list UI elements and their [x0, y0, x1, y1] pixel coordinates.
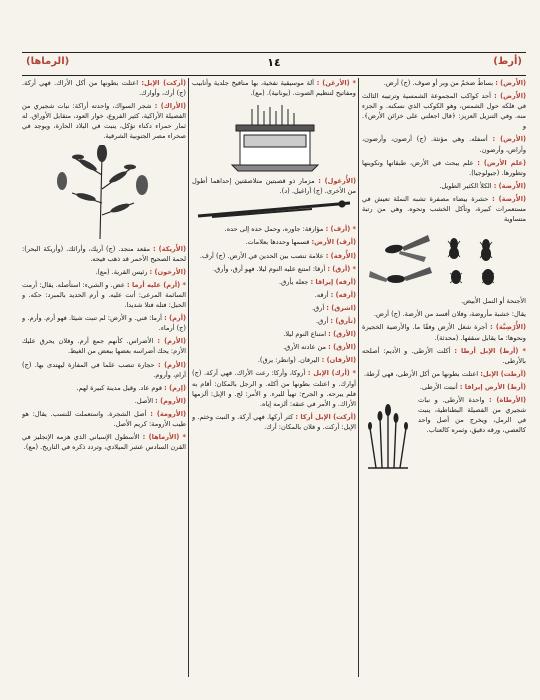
- definition: حشرة بيضاء مصفرة تشبه النملة تعيش في مستعمرات كبيرة، وتأكل الخشب ونحوه. وهي من رتبة متساوية: [362, 194, 526, 224]
- definition: يقال: خشبة مأروضة، وفلان أفسد من الأرضة. (ج) أرض.: [373, 310, 526, 319]
- arak-plant-illustration: [22, 145, 186, 241]
- definition: الكلأ الكثير الطويل.: [439, 181, 492, 190]
- definition: عض. و الشيء: استأصله. يقال: أرمت السائمة المرعى: أتت عليه. و أرم الحديد بالمبرد: حكه. و الحبل: فتله فتلا شديدا.: [22, 280, 186, 310]
- entry: [362, 322, 526, 342]
- definition: أسفله. وهي مؤنثة. (ج) أرضون، وأرضون، وأراض، وأرضون.: [362, 135, 526, 154]
- headword: (الأراك) :: [154, 102, 186, 111]
- entry: [362, 134, 526, 154]
- termite-illustration: [362, 227, 526, 293]
- definition: أرقه.: [314, 290, 329, 299]
- headword: (الأرقان) :: [321, 356, 356, 365]
- entry: [22, 396, 186, 406]
- entry: [362, 78, 526, 88]
- definition: أحد كواكب المجموعة الشمسية وترتيبه الثالث في فلكه حول الشمس، وهو الكوكب الذي نسكنه. و الجزء منه. وفي التنزيل العزيز: ﴿قال اجعلني على خزائن الأرض﴾. و: [362, 92, 526, 131]
- entry: [192, 412, 356, 432]
- headword: (الأرض) :: [492, 135, 526, 144]
- entry: [192, 224, 356, 234]
- definition: علم يبحث في الأرض، طبقاتها وتكوينها وتطورها. (جيولوجيا).: [362, 158, 526, 177]
- dictionary-page: [22, 52, 526, 677]
- definition: اعتلت بطونها من أكل الأرطى، فهي آرطة.: [363, 369, 479, 378]
- entry: [362, 194, 526, 224]
- definition: الأصل.: [134, 396, 154, 405]
- headword: (الأَرضة) :: [493, 181, 526, 190]
- entry: [22, 101, 186, 141]
- entry: [22, 409, 186, 429]
- middle-column: [192, 78, 356, 677]
- headword: (أرف) الأرض:: [311, 238, 356, 247]
- definition: قسمها وحددها بعلامات.: [245, 238, 310, 247]
- definition: جعله يأرق.: [279, 277, 309, 286]
- definition: الأجنحة أو النمل الأبيض.: [461, 297, 526, 306]
- headword: * (الأرغن) :: [316, 79, 356, 87]
- column-divider: [188, 78, 189, 677]
- entry: [192, 303, 356, 313]
- entry: [362, 181, 526, 191]
- definition: مؤارفة: جاوره، وحمل حده إلى حده.: [224, 225, 324, 234]
- headword: (الأرق) :: [328, 343, 356, 352]
- page-number: ١٤: [267, 56, 281, 69]
- headword: (الأَرضة) :: [492, 194, 526, 203]
- entry: [192, 290, 356, 300]
- definition: أرقا: امتنع عليه النوم ليلا. فهو أرق، وأرق.: [213, 264, 326, 273]
- entry: [362, 91, 526, 131]
- headword: * (أرم) عليه أرما :: [126, 280, 186, 289]
- headword: (علم الأرض) :: [477, 158, 526, 167]
- entry: [192, 316, 356, 326]
- headword: (الأرخون) :: [149, 267, 186, 276]
- headword: (الأرم) :: [157, 337, 186, 346]
- headword: * (أرط) الإبل أرطا :: [454, 346, 526, 355]
- column-divider: [358, 78, 359, 677]
- entry: [192, 342, 356, 352]
- definition: أرق.: [311, 303, 325, 312]
- headword: (أرم) :: [164, 314, 186, 323]
- entry: [362, 346, 526, 366]
- definition: شجر السواك، واحدته أراكة: نبات شجيري من الفصيلة الأراكية، كثير الفروع، خوار العود، متقابل الأوراق. له ثمار حمراء دكناء تؤكل، ينبت في البلاد الحارة، ويوجد في صحراء مصر الجنوبية الشرقية.: [22, 102, 186, 141]
- entry: [22, 383, 186, 393]
- right-column: [362, 78, 526, 677]
- headword: (الأرطاة) :: [489, 395, 526, 404]
- headword: (تأرق) :: [330, 317, 356, 326]
- headword: (أركت) الإبل:: [141, 79, 186, 87]
- entry: [362, 382, 526, 392]
- definition: مزمار ذو قصبتين متلاصقتين إحداهما أطول من الأخرى. (ج) أراغيل. (د).: [192, 177, 356, 196]
- headword: (الأرومة) :: [150, 409, 186, 418]
- entry: [192, 251, 356, 261]
- headword: (الأُرغول) :: [318, 177, 356, 186]
- page-header: [22, 52, 526, 76]
- headword: (الأَريكة) :: [152, 244, 186, 253]
- definition: أكلت الأرطى. و الأديم: أصلحه بالأرطى.: [362, 346, 526, 365]
- definition: الأسطول الإسباني الذي هزمه الإنجليز في القرن السادس عشر الميلادي، وتردد ذكره في التاريخ. (مع).: [22, 433, 186, 452]
- entry: [22, 336, 186, 356]
- headword: * (أرق) :: [327, 264, 356, 273]
- entry: [22, 313, 186, 333]
- entry: [192, 355, 356, 365]
- entry: [362, 369, 526, 379]
- arghul-illustration: [192, 199, 356, 221]
- entry: [362, 309, 526, 319]
- entry: [362, 296, 526, 306]
- definition: من عادته الأرق.: [283, 343, 327, 352]
- definition: آلة موسيقية نفخية، بها منافيخ جلدية وأنابيب ومفاتيح لتنظيم الصوت. (يونانية). (مع).: [192, 79, 356, 98]
- definition: أصل الشجرة. واستعملت للنسب. يقال: هو طيب الأرومة: كريم الأصل.: [22, 409, 186, 428]
- header-left-word: (الرماها): [26, 56, 70, 67]
- organ-illustration: [192, 101, 356, 173]
- definition: مقعد منجد. (ج) أريك، وأرائك. (وأريكة البحر): لحمة الصحيح الأحمر قد ذهب فيحه.: [22, 244, 186, 263]
- entry: [192, 368, 356, 408]
- left-column: [22, 78, 186, 677]
- entry: [192, 329, 356, 339]
- headword: * (أرك) الإبل :: [307, 369, 356, 378]
- headword: (أركت) الإبل أركا :: [295, 412, 356, 421]
- entry: [192, 264, 356, 274]
- headword: (آرطت) الإبل:: [480, 369, 526, 378]
- headword: (الأرق) :: [328, 330, 356, 339]
- entry: [192, 176, 356, 196]
- entry: [22, 280, 186, 310]
- entry: [362, 158, 526, 178]
- entry: [192, 277, 356, 287]
- headword: * (الأرماها) :: [142, 433, 186, 442]
- definition: أرق.: [316, 317, 329, 326]
- headword: (الأَرض) :: [495, 79, 526, 87]
- definition: الأضراس. كأنهم جمع أرم. وفلان يحرق عليك الأرم: يحك أضراسه بعضها ببعض من الغيظ.: [22, 337, 186, 356]
- definition: بساطٌ ضخمٌ من وبر أو صوف. (ج) أرض.: [383, 79, 494, 87]
- headword: (اشرق) :: [326, 303, 356, 312]
- entry: [22, 267, 186, 277]
- definition: حجارة تنصب علما في المفازة ليهتدى بها. (ج) آرام، وأروم.: [22, 360, 186, 379]
- definition: كثر أركها. فهي آركة. و النبت وخثم. و الإبل: أركت. و فلان بالمكان: أرك.: [192, 412, 356, 431]
- definition: علامة تنصب بين الحدين في الأرض. (ج) أرف.: [199, 251, 324, 260]
- definition: اعتلت بطونها من أكل الأراك. فهي أركة. (ج) أرك، وأوارك.: [22, 79, 186, 98]
- definition: رئيس القرية. (مع).: [95, 267, 148, 276]
- definition: أرما: فني. و الأرض: لم تنبت شيئا. فهو أرم. وأرم. و (ج) أرماء.: [22, 314, 186, 333]
- entry: [22, 360, 186, 380]
- definition: امتناع النوم ليلا.: [283, 330, 327, 339]
- arta-plant-illustration: [362, 398, 414, 472]
- headword: (الأُرْضِيَّة) :: [490, 323, 526, 332]
- headword: (أرقه) إيراقا :: [310, 277, 356, 286]
- entry: [22, 244, 186, 264]
- headword: (أرقه) :: [330, 290, 356, 299]
- header-right-word: (أرط): [493, 56, 522, 67]
- headword: * (أرف) :: [325, 225, 356, 234]
- entry: [192, 237, 356, 247]
- headword: (إرم) :: [164, 383, 186, 392]
- headword: (أرط) الأرض إيرافا :: [459, 382, 526, 391]
- headword: (الأرم) :: [157, 360, 186, 369]
- definition: أنبتت الأرطى.: [419, 382, 458, 391]
- headword: (الأروم) :: [155, 396, 186, 405]
- definition: أجرة شغل الأرض وفقًا ما. والأرضية الخجيرة ونحوها: ما يقابل سقفها. (محدثة).: [362, 323, 526, 342]
- definition: أروكا، وأركا: رعت الأراك. فهي آركة. (ج) أوارك. و اعتلت بطونها من أكله. و الرجل بالمكان: أقام به فلم يبرحه. و الجرح: تهيأ للبرء. و الأمر: لج. و الإبل: ألزمها الأراك. و الأمر في عنقه: ألزمه إياه.: [192, 369, 356, 408]
- definition: اليرقان. (وانظر: يرق).: [257, 356, 320, 365]
- definition: قوم عاد. وقيل مدينة كبيرة لهم.: [76, 383, 163, 392]
- headword: (الأَرض) :: [494, 92, 526, 101]
- entry: [22, 78, 186, 98]
- headword: (الأُرفة) :: [325, 251, 356, 260]
- entry: [22, 432, 186, 452]
- entry: [192, 78, 356, 98]
- entry: [418, 395, 526, 435]
- definition: واحدة الأرطى. و نبات شجيري من الفصيلة البطناطية، ينبت في الرمل، ويخرج من أصل واحد كالعصي، ورقه دقيق، وثمره كالعناب.: [418, 395, 526, 435]
